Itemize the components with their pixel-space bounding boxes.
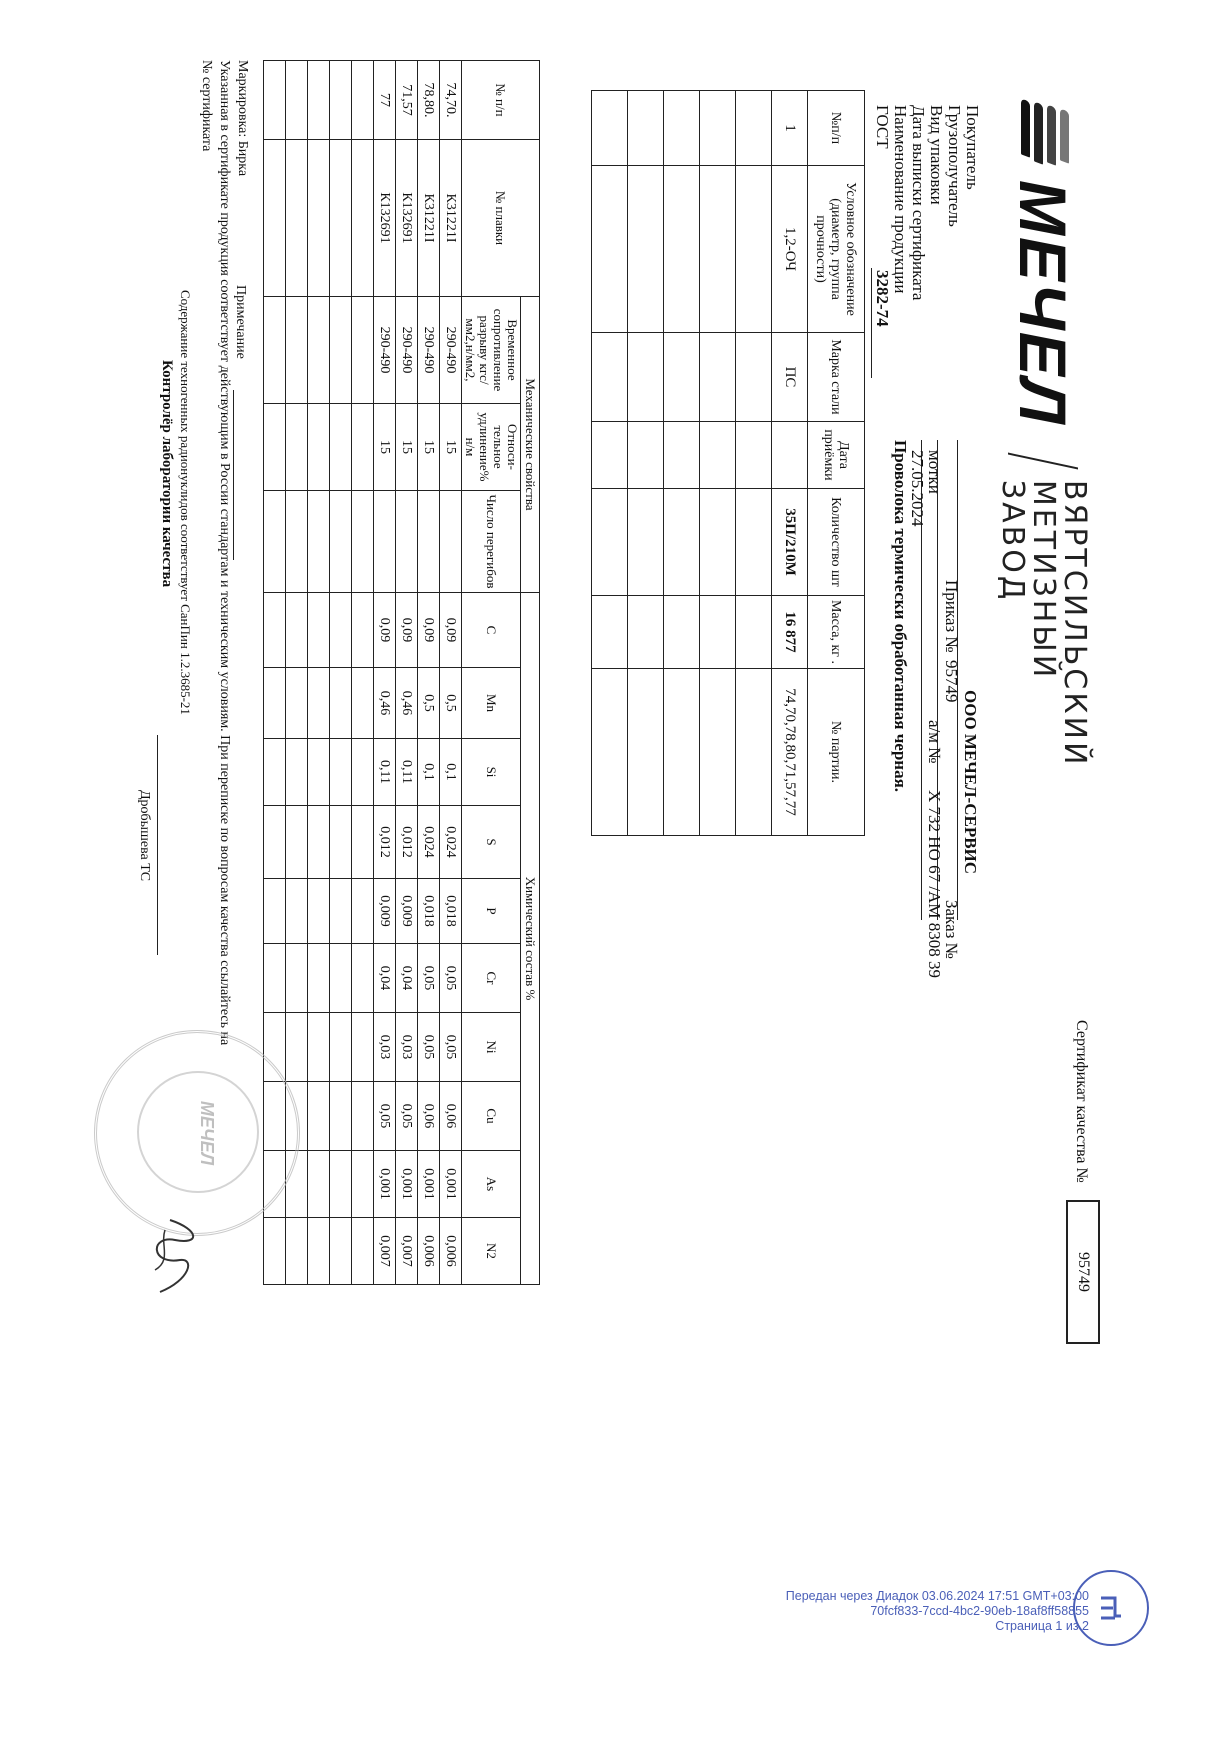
chem-value: 0,024 — [418, 806, 440, 879]
chem-value: 0,1 — [440, 739, 462, 806]
order-label: Приказ № — [942, 580, 961, 653]
chem-value: 0,1 — [418, 739, 440, 806]
row-num: 77 — [374, 61, 396, 140]
chem-value: 0,09 — [418, 593, 440, 668]
date-label: Дата выписки сертификата — [909, 105, 928, 301]
properties-table — [263, 60, 540, 1285]
col-si: Si — [462, 739, 521, 806]
col-melt: № плавки — [462, 140, 540, 297]
controller-label: Контролёр лаборатории качества — [159, 360, 175, 588]
col-batch: № партии. — [808, 669, 865, 836]
footer-line1: Передан через Диадок 03.06.2024 17:51 GMT+03:00 — [785, 1589, 1089, 1603]
footer-line2: 70fcf833-7ccd-4bc2-90eb-18af8ff58855 — [870, 1604, 1089, 1618]
chem-value: 0,46 — [374, 668, 396, 739]
chem-value: 0,05 — [418, 1013, 440, 1082]
col-cu: Cu — [462, 1082, 521, 1151]
col-steel: Марка стали — [808, 333, 865, 422]
chem-value: 0,11 — [374, 739, 396, 806]
compliance-text: Указанная в сертификате продукция соответствует действующим в России стандартам и техническим условиям. При переписке по вопросам качества ссылайтесь на — [217, 60, 232, 1046]
chem-value: 0,05 — [396, 1082, 418, 1151]
row-num: 78,80. — [418, 61, 440, 140]
table-row — [308, 61, 330, 1285]
gost-label: ГОСТ — [873, 105, 892, 149]
consignee-label: Грузополучатель — [945, 105, 964, 227]
chem-value: 0,06 — [418, 1082, 440, 1151]
chem-value: 0,006 — [440, 1218, 462, 1285]
chem-value: 0,018 — [418, 879, 440, 944]
col-designation: Условное обозначение (диаметр, группа прочности) — [808, 166, 865, 333]
pack-label: Вид упаковки — [927, 105, 946, 205]
col-p: P — [462, 879, 521, 944]
melt-number: К132691 — [374, 140, 396, 297]
logo — [997, 100, 1090, 767]
tensile: 290-490 — [374, 297, 396, 404]
row-num: 71,57 — [396, 61, 418, 140]
chem-value: 0,006 — [418, 1218, 440, 1285]
melt-number: К31221I — [418, 140, 440, 297]
chem-value: 0,03 — [374, 1013, 396, 1082]
cert-label: Сертификат качества № — [1073, 1020, 1090, 1183]
pack-value: мотки — [925, 450, 944, 494]
chem-value: 0,012 — [374, 806, 396, 879]
table-row — [396, 61, 418, 1285]
col-n2: N2 — [462, 1218, 521, 1285]
col-bends: Число перегибов — [462, 491, 521, 593]
chem-value: 0,06 — [440, 1082, 462, 1151]
chem-value: 0,05 — [440, 1013, 462, 1082]
marking-text: Маркировка: Бирка — [235, 60, 250, 177]
chem-value: 0,09 — [440, 593, 462, 668]
table-row — [330, 61, 352, 1285]
chem-value: 0,001 — [440, 1151, 462, 1218]
table-row — [418, 61, 440, 1285]
table-row — [736, 91, 772, 836]
am-label: а/м № — [925, 720, 944, 764]
quality-stamp: МЕЧЕЛ — [94, 1030, 300, 1236]
bends — [374, 491, 396, 593]
chem-value: 0,001 — [374, 1151, 396, 1218]
radionuclide-text: Содержание техногенных радионуклидов соответствует СанПин 1.2.3685-21 — [178, 290, 193, 715]
elongation: 15 — [396, 404, 418, 491]
buyer-label: Покупатель — [963, 105, 982, 190]
chem-value: 0,009 — [396, 879, 418, 944]
date-value: 27.05.2024 — [908, 450, 927, 527]
table-row — [664, 91, 700, 836]
col-c: C — [462, 593, 521, 668]
chem-value: 0,04 — [396, 944, 418, 1013]
product-label: Наименование продукции — [891, 105, 910, 294]
chem-value: 0,024 — [440, 806, 462, 879]
col-qty: Количество шт — [808, 489, 865, 596]
chem-value: 0,5 — [440, 668, 462, 739]
remark-underline — [233, 390, 234, 560]
chem-value: 0,04 — [374, 944, 396, 1013]
chem-header: Химический состав % — [521, 593, 540, 1285]
footer-line3: Страница 1 из 2 — [995, 1619, 1089, 1633]
table-row — [374, 61, 396, 1285]
bends — [418, 491, 440, 593]
company-name: ВЯРТСИЛЬСКИЙ МЕТИЗНЫЙ ЗАВОД — [995, 479, 1092, 768]
col-mn: Mn — [462, 668, 521, 739]
tensile: 290-490 — [440, 297, 462, 404]
am-value: Х 732 НО 67 /АМ 8308 39 — [925, 790, 944, 978]
table-row — [440, 61, 462, 1285]
diadoc-footer — [786, 1589, 1089, 1634]
row-num: 74,70. — [440, 61, 462, 140]
table-row — [352, 61, 374, 1285]
chem-value: 0,05 — [440, 944, 462, 1013]
col-tensile: Временное сопротивление разрыву кгс/мм2,н/мм2, — [462, 297, 521, 404]
chem-value: 0,001 — [396, 1151, 418, 1218]
table-row — [592, 91, 628, 836]
chem-value: 0,018 — [440, 879, 462, 944]
tensile: 290-490 — [396, 297, 418, 404]
chem-value: 0,11 — [396, 739, 418, 806]
col-mass: Масса, кг . — [808, 596, 865, 669]
table-row: 1 1,2-ОЧ ПС 35П/210М 16 877 74,70,78,80,71,57,77 — [772, 91, 808, 836]
chem-value: 0,009 — [374, 879, 396, 944]
mechel-logo-icon — [1014, 100, 1074, 162]
chem-value: 0,012 — [396, 806, 418, 879]
col-elong: Относи-тельное удлинение% н/м — [462, 404, 521, 491]
mech-header: Механические свойства — [521, 297, 540, 593]
col-ni: Ni — [462, 1013, 521, 1082]
order-value: 95749 — [942, 660, 961, 703]
bends — [440, 491, 462, 593]
col-date: Дата приёмки — [808, 422, 865, 489]
chem-value: 0,007 — [374, 1218, 396, 1285]
chem-value: 0,001 — [418, 1151, 440, 1218]
chem-value: 0,5 — [418, 668, 440, 739]
tensile: 290-490 — [418, 297, 440, 404]
cert-no-label: № сертификата — [199, 60, 214, 152]
gost-underline — [871, 268, 872, 378]
chem-value: 0,09 — [374, 593, 396, 668]
logo-word: МЕЧЕЛ — [1006, 180, 1081, 426]
product-value: Проволока термически обработанная черная. — [891, 440, 910, 793]
zakaz-label: Заказ № — [942, 900, 961, 959]
table-row — [700, 91, 736, 836]
melt-number: К31221I — [440, 140, 462, 297]
col-num: №п/п — [808, 91, 865, 166]
table-row — [628, 91, 664, 836]
chem-value: 0,03 — [396, 1013, 418, 1082]
controller-name: Дробышева ТС — [137, 790, 152, 882]
logo-separator — [1009, 452, 1079, 469]
product-table — [591, 90, 865, 836]
col-as: As — [462, 1151, 521, 1218]
cert-number: 95749 — [1066, 1200, 1100, 1344]
melt-number: К132691 — [396, 140, 418, 297]
chem-value: 0,05 — [418, 944, 440, 1013]
remark-label: Примечание — [233, 285, 248, 359]
bends — [396, 491, 418, 593]
chem-value: 0,09 — [396, 593, 418, 668]
chem-value: 0,007 — [396, 1218, 418, 1285]
chem-value: 0,05 — [374, 1082, 396, 1151]
col-cr: Cr — [462, 944, 521, 1013]
signature-icon — [140, 1210, 210, 1300]
col-s: S — [462, 806, 521, 879]
elongation: 15 — [440, 404, 462, 491]
elongation: 15 — [418, 404, 440, 491]
gost-value: 3282-74 — [873, 270, 892, 327]
col-num: № п/п — [462, 61, 540, 140]
buyer-value: ООО МЕЧЕЛ-СЕРВИС — [961, 690, 980, 875]
chem-value: 0,46 — [396, 668, 418, 739]
signature-line — [157, 735, 158, 955]
diadoc-icon — [1073, 1570, 1149, 1646]
elongation: 15 — [374, 404, 396, 491]
